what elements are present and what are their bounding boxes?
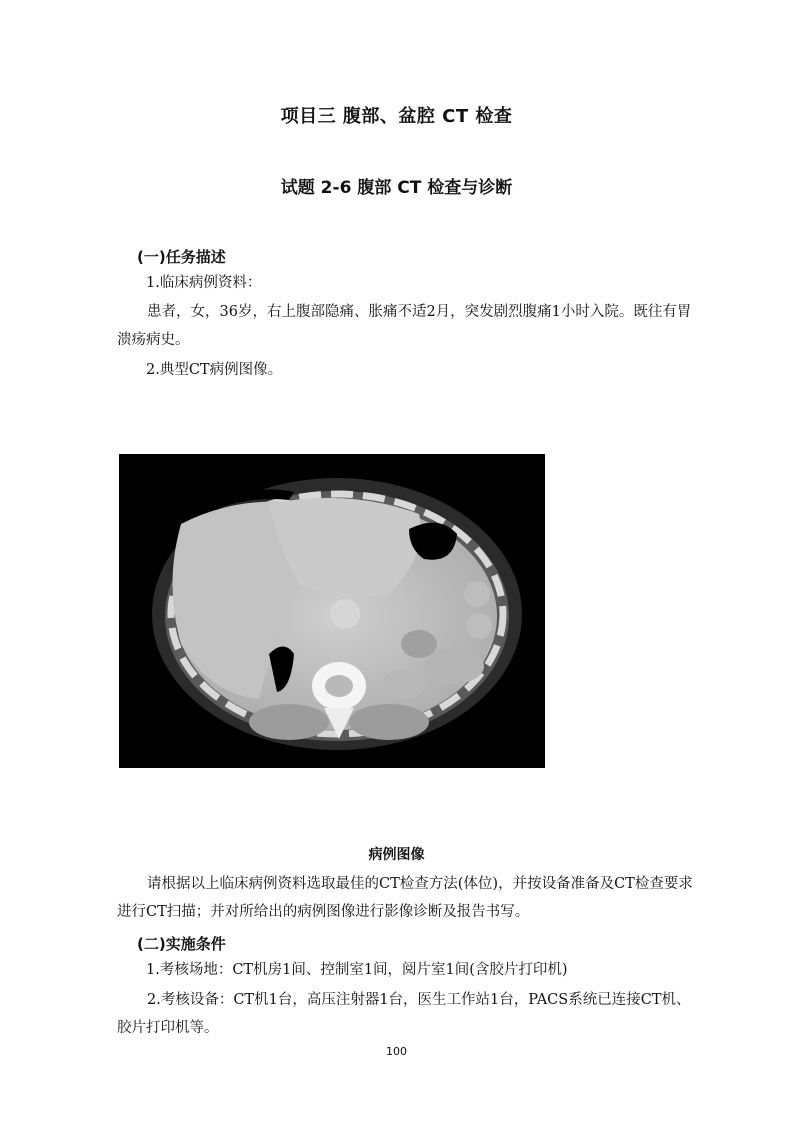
- page-title: 项目三 腹部、盆腔 CT 检查: [280, 106, 513, 127]
- section-heading-task: (一)任务描述: [137, 248, 226, 266]
- instruction-text: 请根据以上临床病例资料选取最佳的CT检查方法(体位)，并按设备准备及CT检查要求进行CT扫描；并对所给出的病例图像进行影像诊断及报告书写。: [117, 876, 693, 920]
- clinical-data-label: 1.临床病例资料：: [146, 275, 262, 291]
- question-title: 试题 2-6 腹部 CT 检查与诊断: [280, 178, 513, 198]
- case-description: 患者，女，36岁，右上腹部隐痛、胀痛不适2月，突发剧烈腹痛1小时入院。既往有胃溃疡病史。: [117, 304, 692, 348]
- ct-image-label: 2.典型CT病例图像。: [146, 362, 283, 378]
- page-number: 100: [386, 1045, 407, 1058]
- figure-caption: 病例图像: [368, 847, 425, 863]
- section-heading-conditions: (二)实施条件: [137, 935, 226, 953]
- abdominal-ct-image: [119, 454, 545, 768]
- exam-equipment: 2.考核设备：CT机1台，高压注射器1台，医生工作站1台，PACS系统已连接CT机、胶片打印机等。: [117, 992, 691, 1036]
- exam-site: 1.考核场地：CT机房1间、控制室1间，阅片室1间(含胶片打印机): [146, 962, 568, 978]
